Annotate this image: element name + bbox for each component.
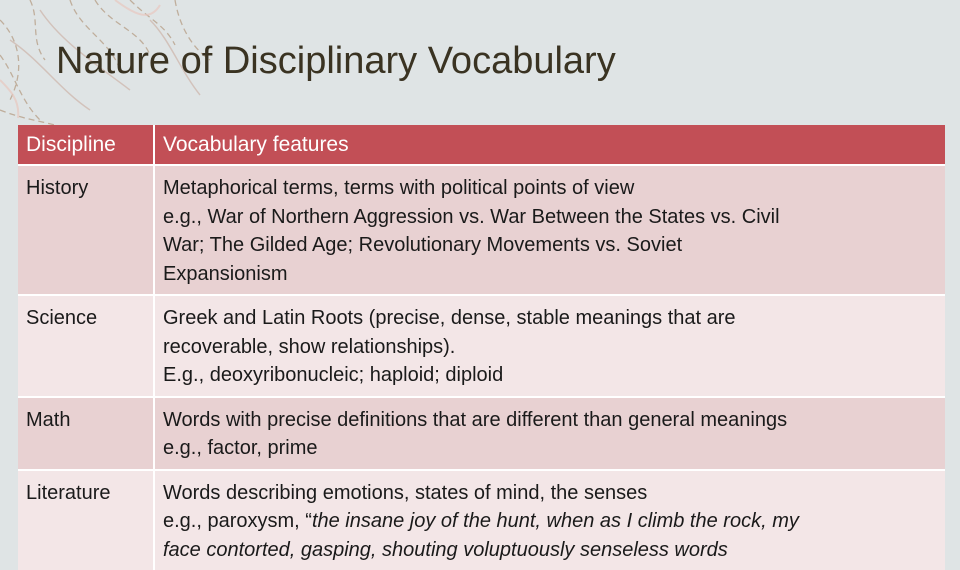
features-line: Words with precise definitions that are different than general meanings [163, 406, 937, 435]
table-row [18, 295, 945, 397]
discipline-cell: Science [18, 295, 154, 397]
features-line: recoverable, show relationships). [163, 333, 937, 362]
features-line: e.g., factor, prime [163, 434, 937, 463]
features-line: War; The Gilded Age; Revolutionary Movements vs. Soviet [163, 231, 937, 260]
features-line: E.g., deoxyribonucleic; haploid; diploid [163, 361, 937, 390]
table-row [18, 165, 945, 295]
features-cell [154, 165, 945, 295]
features-line: Words describing emotions, states of mind, the senses [163, 479, 937, 508]
table-row [18, 397, 945, 470]
features-cell [154, 397, 945, 470]
example-quote-continued: face contorted, gasping, shouting voluptuously senseless words [163, 536, 937, 565]
features-line: Greek and Latin Roots (precise, dense, stable meanings that are [163, 304, 937, 333]
features-example-line [163, 507, 937, 536]
table-row [18, 470, 945, 570]
header-vocabulary-features: Vocabulary features [154, 125, 945, 165]
header-discipline: Discipline [18, 125, 154, 165]
discipline-cell: Literature [18, 470, 154, 570]
features-line: Expansionism [163, 260, 937, 289]
table-header-row [18, 125, 945, 165]
features-cell [154, 470, 945, 570]
discipline-cell: History [18, 165, 154, 295]
features-line: Metaphorical terms, terms with political points of view [163, 174, 937, 203]
discipline-cell: Math [18, 397, 154, 470]
vocabulary-table-container [18, 125, 945, 540]
features-cell [154, 295, 945, 397]
features-line: e.g., War of Northern Aggression vs. War Between the States vs. Civil [163, 203, 937, 232]
example-quote: the insane joy of the hunt, when as I climb the rock, my [312, 510, 799, 532]
vocabulary-table [18, 125, 945, 570]
example-prefix: e.g., paroxysm, “ [163, 510, 312, 532]
slide-title: Nature of Disciplinary Vocabulary [56, 40, 616, 83]
